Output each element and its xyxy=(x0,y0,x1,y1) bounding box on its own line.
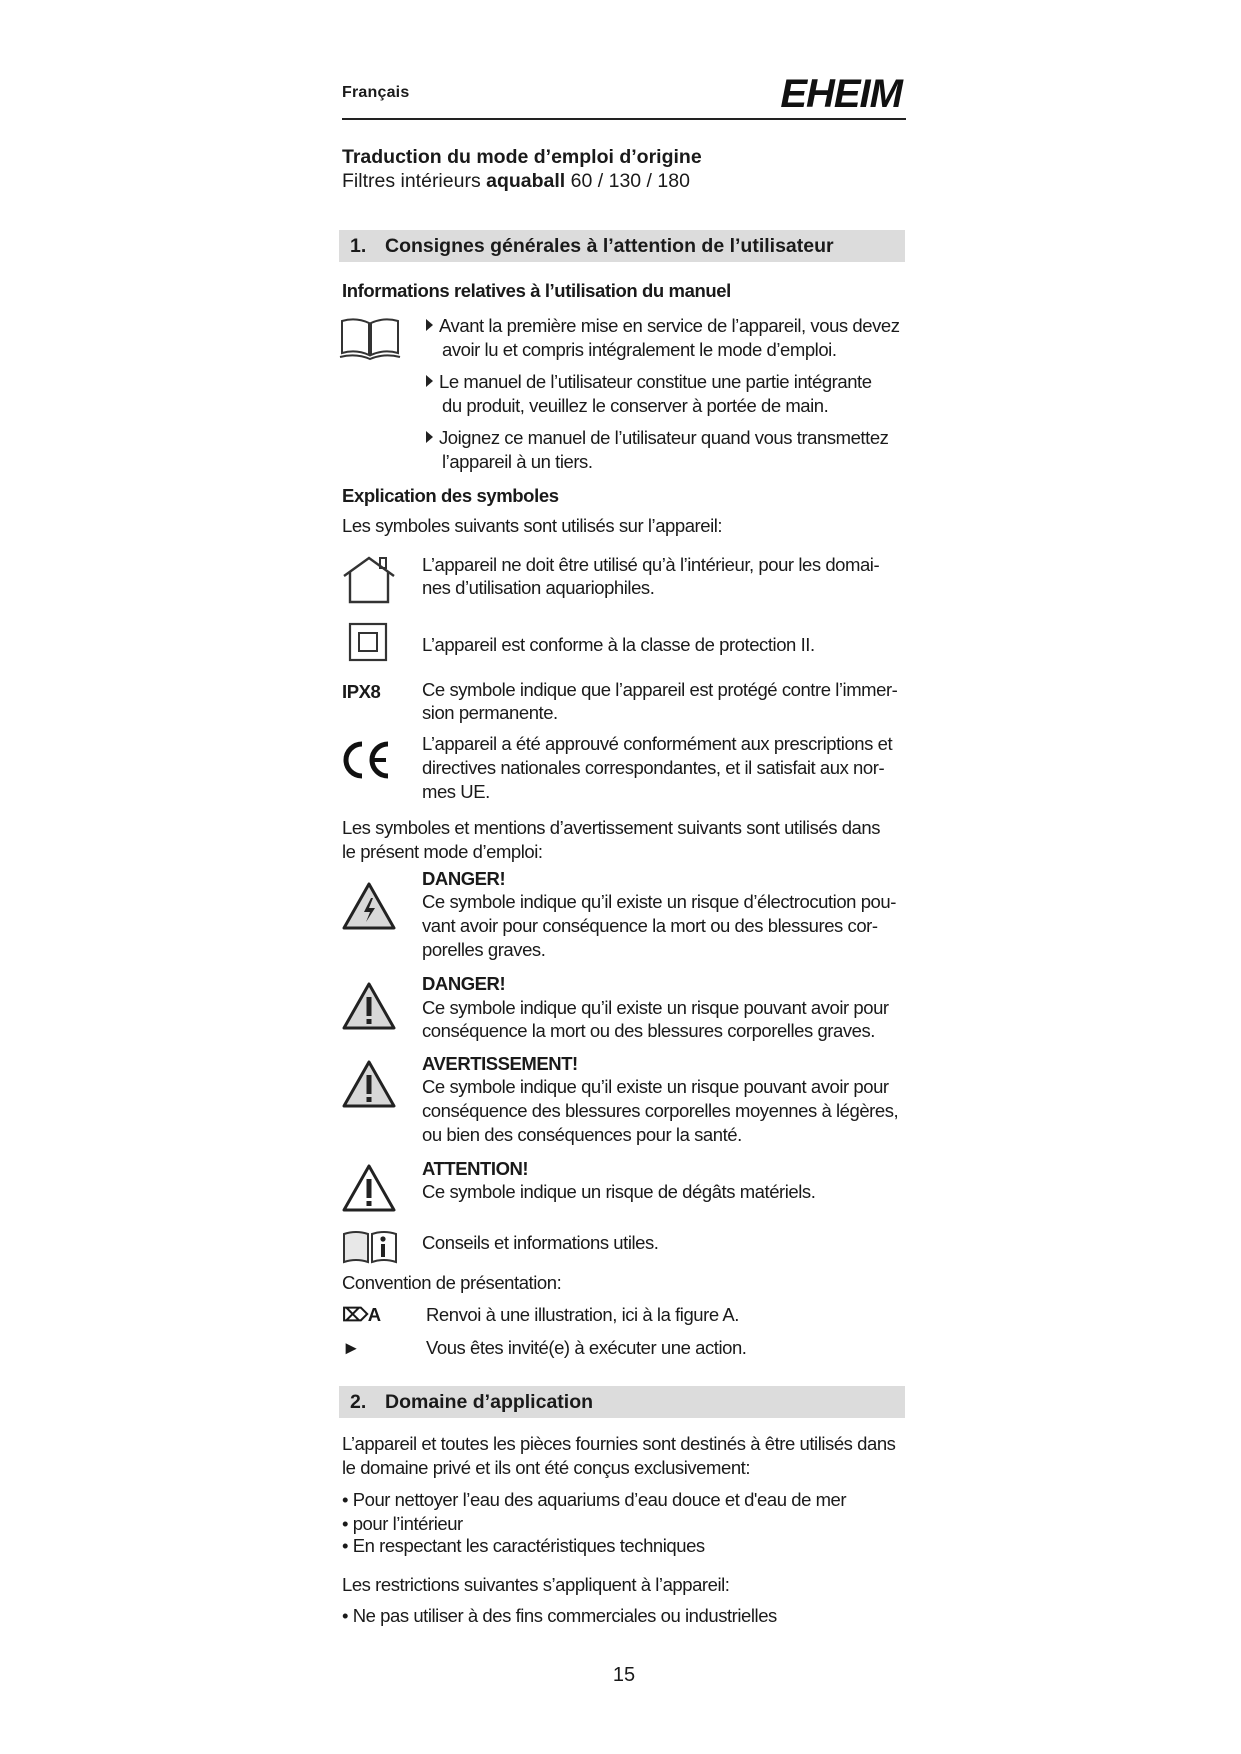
document-title: Traduction du mode d’emploi d’origine xyxy=(342,146,702,168)
section-1-title: Consignes générales à l’attention de l’utilisateur xyxy=(385,235,834,257)
arrow-icon xyxy=(426,431,433,443)
action-text: Vous êtes invité(e) à exécuter une action. xyxy=(426,1337,747,1358)
warning-3-title: AVERTISSEMENT! xyxy=(422,1053,578,1074)
warning-3-text-cont1: conséquence des blessures corporelles moyennes à légères, xyxy=(422,1100,899,1121)
manual-heading: Informations relatives à l’utilisation du manuel xyxy=(342,280,731,301)
info-book-icon xyxy=(340,1228,400,1266)
double-square-icon xyxy=(348,622,388,662)
manual-bullet-2: Le manuel de l’utilisateur constitue une partie intégrante xyxy=(426,370,872,393)
class-ii-symbol-text: L’appareil est conforme à la classe de protection II. xyxy=(422,634,815,655)
warning-1-text-cont2: porelles graves. xyxy=(422,939,546,960)
page-header xyxy=(342,70,906,120)
warning-4-title: ATTENTION! xyxy=(422,1158,529,1179)
warning-2-text: Ce symbole indique qu’il existe un risque pouvant avoir pour xyxy=(422,997,889,1018)
brand-text: EHEIM xyxy=(780,74,902,112)
figure-reference-symbol: ⌦A xyxy=(342,1304,381,1325)
warning-1-text: Ce symbole indique qu’il existe un risque d’électrocution pou- xyxy=(422,891,896,912)
info-text: Conseils et informations utiles. xyxy=(422,1232,659,1253)
warning-2-text-cont: conséquence la mort ou des blessures corporelles graves. xyxy=(422,1020,875,1041)
application-intro: L’appareil et toutes les pièces fournies sont destinés à être utilisés dans xyxy=(342,1433,896,1454)
ce-symbol-text-cont2: mes UE. xyxy=(422,781,490,802)
ce-symbol-text-cont1: directives nationales correspondantes, et il satisfait aux nor- xyxy=(422,757,885,778)
warnings-intro-cont: le présent mode d’emploi: xyxy=(342,841,543,862)
symbols-heading: Explication des symboles xyxy=(342,485,559,506)
action-symbol: ► xyxy=(342,1337,360,1358)
ipx8-label: IPX8 xyxy=(342,681,381,702)
ipx8-symbol-text: Ce symbole indique que l’appareil est protégé contre l’immer- xyxy=(422,679,898,700)
ce-symbol-text: L’appareil a été approuvé conformément aux prescriptions et xyxy=(422,733,893,754)
danger-icon xyxy=(340,980,398,1032)
application-bullet-3: • En respectant les caractéristiques techniques xyxy=(342,1535,705,1556)
section-2-header xyxy=(339,1386,905,1418)
house-icon xyxy=(340,554,398,606)
product-name: aquaball xyxy=(486,170,566,192)
figure-reference-text: Renvoi à une illustration, ici à la figure A. xyxy=(426,1304,739,1325)
arrow-icon xyxy=(426,375,433,387)
warning-1-title: DANGER! xyxy=(422,868,506,889)
restrictions-intro: Les restrictions suivantes s’appliquent à l’appareil: xyxy=(342,1574,730,1595)
application-bullet-1: • Pour nettoyer l’eau des aquariums d’eau douce et d'eau de mer xyxy=(342,1489,847,1510)
ce-mark-icon xyxy=(340,738,396,782)
warnings-intro: Les symboles et mentions d’avertissement suivants sont utilisés dans xyxy=(342,817,881,838)
section-1-number: 1. xyxy=(350,235,367,257)
section-2-number: 2. xyxy=(350,1391,367,1413)
section-2-title: Domaine d’application xyxy=(385,1391,594,1413)
manual-bullet-2-cont: du produit, veuillez le conserver à portée de main. xyxy=(442,395,829,416)
manual-page xyxy=(342,70,906,1686)
ipx8-symbol-text-cont: sion permanente. xyxy=(422,702,558,723)
manual-bullet-1: Avant la première mise en service de l’appareil, vous devez xyxy=(426,314,900,337)
section-1-header xyxy=(339,230,905,262)
warning-icon xyxy=(340,1058,398,1110)
convention-heading: Convention de présentation: xyxy=(342,1272,562,1293)
warning-3-text-cont2: ou bien des conséquences pour la santé. xyxy=(422,1124,742,1145)
arrow-icon xyxy=(426,319,433,331)
manual-bullet-1-cont: avoir lu et compris intégralement le mode d’emploi. xyxy=(442,339,837,360)
restriction-1: • Ne pas utiliser à des fins commerciales ou industrielles xyxy=(342,1605,777,1626)
page-number: 15 xyxy=(612,1664,636,1686)
warning-3-text: Ce symbole indique qu’il existe un risque pouvant avoir pour xyxy=(422,1076,889,1097)
electric-danger-icon xyxy=(340,880,398,932)
symbols-intro: Les symboles suivants sont utilisés sur l’appareil: xyxy=(342,515,723,536)
manual-bullet-3-cont: l’appareil à un tiers. xyxy=(442,451,593,472)
warning-2-title: DANGER! xyxy=(422,973,506,994)
application-bullet-2: • pour l’intérieur xyxy=(342,1513,463,1534)
eheim-logo xyxy=(754,74,904,112)
caution-icon xyxy=(340,1162,398,1214)
application-intro-cont: le domaine privé et ils ont été conçus exclusivement: xyxy=(342,1457,751,1478)
language-label: Français xyxy=(342,84,410,101)
house-symbol-text-cont: nes d’utilisation aquariophiles. xyxy=(422,577,655,598)
warning-1-text-cont1: vant avoir pour conséquence la mort ou des blessures cor- xyxy=(422,915,878,936)
manual-bullet-3: Joignez ce manuel de l’utilisateur quand vous transmettez xyxy=(426,426,888,449)
document-subtitle: Filtres intérieurs aquaball 60 / 130 / 180 xyxy=(342,170,690,192)
warning-4-text: Ce symbole indique un risque de dégâts matériels. xyxy=(422,1181,816,1202)
book-icon xyxy=(338,315,402,363)
house-symbol-text: L’appareil ne doit être utilisé qu’à l’intérieur, pour les domai- xyxy=(422,554,880,575)
